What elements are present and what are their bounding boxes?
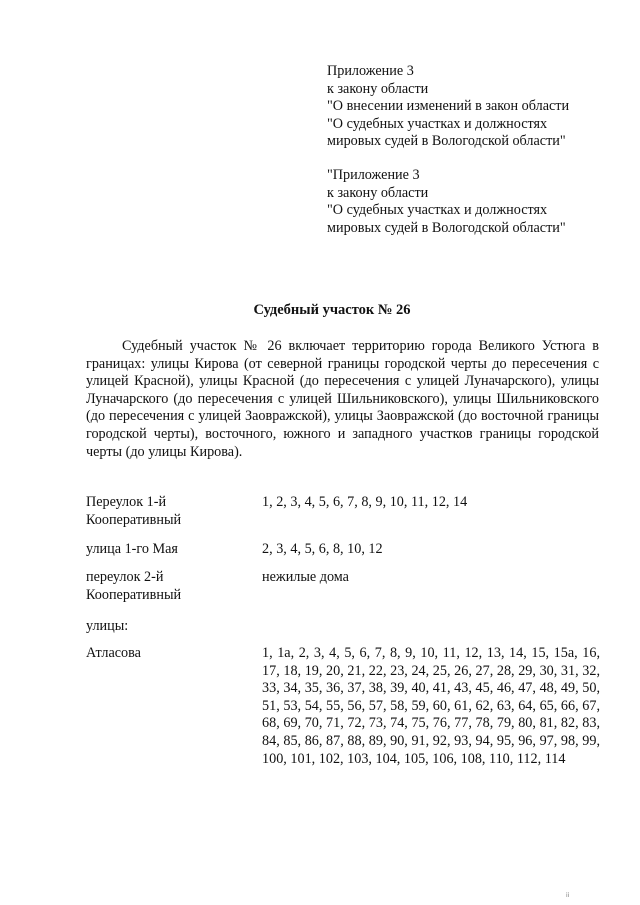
street-label: Атласова xyxy=(86,645,141,661)
appendix-header xyxy=(327,63,569,151)
appendix-line: мировых судей в Вологодской области" xyxy=(327,133,566,150)
appendix-line: "Приложение 3 xyxy=(327,167,420,183)
appendix-line: "О внесении изменений в закон области xyxy=(327,98,570,115)
house-numbers: нежилые дома xyxy=(262,569,349,585)
page-marker: ii xyxy=(566,892,570,899)
street-label: улица 1-го Мая xyxy=(86,541,178,557)
house-numbers: 2, 3, 4, 5, 6, 8, 10, 12 xyxy=(262,541,383,557)
original-appendix-header xyxy=(327,167,566,237)
street-label: Переулок 1-й Кооперативный xyxy=(86,494,182,528)
appendix-line: мировых судей в Вологодской области" xyxy=(327,219,566,236)
appendix-line: к закону области xyxy=(327,80,429,97)
appendix-line: "О судебных участках и должностях xyxy=(327,115,548,132)
appendix-line: Приложение 3 xyxy=(327,63,414,79)
house-numbers: 1, 2, 3, 4, 5, 6, 7, 8, 9, 10, 11, 12, 14 xyxy=(262,494,468,510)
appendix-line: к закону области xyxy=(327,184,429,201)
street-label: переулок 2-й Кооперативный xyxy=(86,569,182,603)
house-numbers: 1, 1а, 2, 3, 4, 5, 6, 7, 8, 9, 10, 11, 12, 13, 14, 15, 15а, 16, 17, 18, 19, 20, 21, 22, 23, 24, 25, 26, 27, 28, 29, 30, 31, 32, 33, 34, 35, 36, 37, 38, 39, 40, 41, 43, 45, 46, 47, 48, 49, 50, 51, 53, 54, 55, 56, 57, 58, 59, 60, 61, 62, 63, 64, 65, 66, 67, 68, 69, 70, 71, 72, 73, 74, 75, 76, 77, 78, 79, 80, 81, 82, 83, 84, 85, 86, 87, 88, 89, 90, 91, 92, 93, 94, 95, 96, 97, 98, 99, 100, 101, 102, 103, 104, 105, 106, 108, 110, 112, 114 xyxy=(262,645,600,767)
section-description: Судебный участок № 26 включает территорию города Великого Устюга в границах: улицы Кирова (от северной границы городской черты до пересечения с улицей Красной), улицы Красной (до пересечения с улицей Луначарского), улицы Луначарского (до пересечения с улицей Шильниковского), улицы Шильниковского (до пересечения с улицей Заовражской), улицы Заовражской (до восточной границы городской черты), восточного, южного и западного участков границы городской черты (до улицы Кирова). xyxy=(86,338,599,460)
section-title: Судебный участок № 26 xyxy=(253,302,411,318)
streets-heading: улицы: xyxy=(86,618,129,634)
appendix-line: "О судебных участках и должностях xyxy=(327,202,548,219)
